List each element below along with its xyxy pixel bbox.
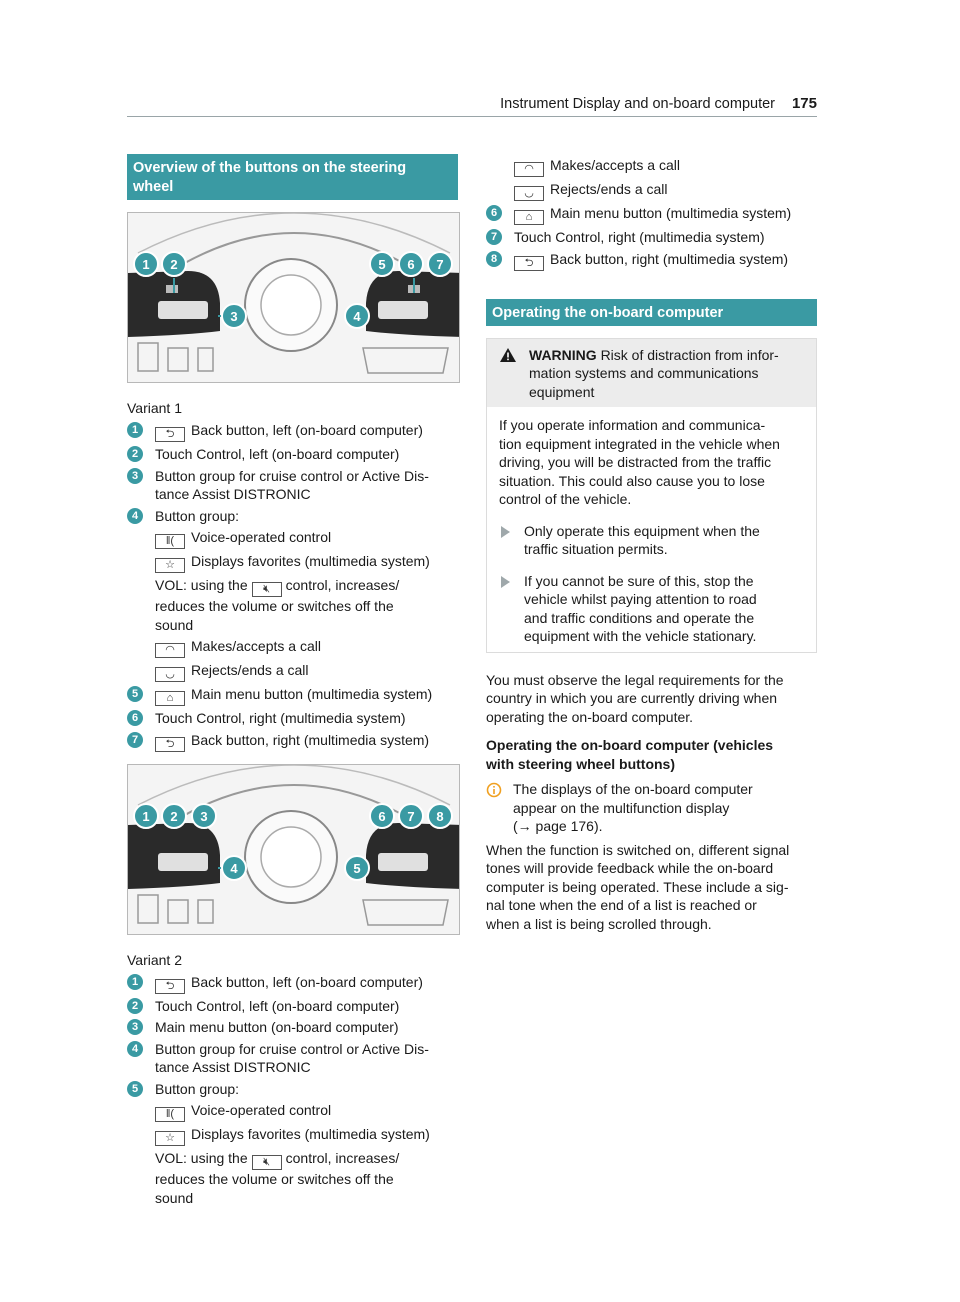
voice-control-icon: ǁ( (155, 1107, 185, 1122)
back-icon: ⮌ (155, 979, 185, 994)
volume-mute-icon: 🔇︎ (252, 1155, 282, 1170)
sub-item: ◠ Makes/accepts a call (127, 637, 458, 658)
svg-text:7: 7 (407, 808, 415, 824)
item-number: 1 (127, 974, 143, 990)
list-item: 5 Button group: (127, 1080, 458, 1099)
warning-label: WARNING (529, 346, 597, 363)
svg-text:3: 3 (200, 808, 208, 824)
left-column (127, 154, 458, 1207)
svg-text:4: 4 (353, 309, 361, 324)
info-icon (486, 782, 502, 798)
list-item: 8 ⮌ Back button, right (multimedia system) (486, 250, 817, 271)
callout-3 (192, 804, 216, 828)
svg-text:2: 2 (170, 808, 178, 824)
svg-text:8: 8 (436, 808, 444, 824)
section-title-overview: Overview of the buttons on the steering wheel (127, 154, 458, 200)
back-icon: ⮌ (514, 256, 544, 271)
svg-text:1: 1 (142, 257, 150, 272)
list-item: 4 Button group: (127, 507, 458, 526)
header-title: Instrument Display and on-board computer (500, 96, 775, 112)
item-number: 7 (486, 229, 502, 245)
variant1-label: Variant 1 (127, 400, 182, 416)
list-item: 2 Touch Control, left (on-board computer) (127, 445, 458, 464)
list-item: 6 ⌂ Main menu button (multimedia system) (486, 204, 817, 225)
sub-item: VOL: using the 🔇︎ control, increases/ reduces the volume or switches off the sound (155, 1150, 400, 1206)
list-item: 5 ⌂ Main menu button (multimedia system) (127, 685, 458, 706)
warning-bullet: If you cannot be sure of this, stop the vehicle whilst paying attention to road and traffic conditions and operate the equipment with the vehicle stationary. (499, 572, 804, 646)
callout-6 (370, 804, 394, 828)
svg-text:5: 5 (378, 257, 386, 272)
callout-5 (345, 856, 369, 880)
callout-5 (370, 252, 394, 276)
page-number: 175 (791, 95, 817, 112)
bullet-arrow-icon (501, 526, 510, 538)
bullet-arrow-icon (501, 576, 510, 588)
list-item: 2 Touch Control, left (on-board computer) (127, 997, 458, 1016)
variant2-label: Variant 2 (127, 951, 182, 968)
list-item: 3 Main menu button (on-board computer) (127, 1018, 458, 1037)
item-number: 6 (127, 710, 143, 726)
warning-body: If you operate information and communica- tion equipment integrated in the vehicle when driving, you will be distracted from the traffic situation. This could also cause you to lose control of the vehicle. Only operate this equipment when the traffic situation permits. If you cannot be sure of this, stop the vehicle whilst paying attention to road and traffic conditions and operate the equipment with the vehicle stationary. (487, 407, 816, 652)
svg-text:2: 2 (170, 257, 178, 272)
svg-text:4: 4 (230, 860, 238, 876)
svg-text:6: 6 (378, 808, 386, 824)
callout-3 (222, 304, 246, 328)
voice-control-icon: ǁ( (155, 534, 185, 549)
warning-bullet: Only operate this equipment when the traffic situation permits. (499, 522, 804, 559)
callout-2 (162, 252, 186, 276)
item-number: 7 (127, 732, 143, 748)
section-title-operating: Operating the on-board computer (486, 299, 817, 326)
item-number: 5 (127, 1081, 143, 1097)
sub-item: VOL: using the 🔇︎ control, increases/ reduces the volume or switches off the sound (155, 577, 400, 633)
steering-wheel-figure-variant1 (127, 212, 460, 383)
page-header (127, 95, 817, 117)
subheading: Operating the on-board computer (vehicles with steering wheel buttons) (486, 737, 774, 772)
item-number: 1 (127, 422, 143, 438)
item-number: 8 (486, 251, 502, 267)
svg-text:1: 1 (142, 808, 150, 824)
item-number: 4 (127, 1041, 143, 1057)
home-icon: ⌂ (514, 210, 544, 225)
volume-mute-icon: 🔇︎ (252, 582, 282, 597)
callout-8 (428, 804, 452, 828)
back-icon: ⮌ (155, 427, 185, 442)
list-item: 4 Button group for cruise control or Active Dis- tance Assist DISTRONIC (127, 1040, 458, 1077)
callout-7 (428, 252, 452, 276)
list-item: 6 Touch Control, right (multimedia system) (127, 709, 458, 728)
sub-item: ǁ( Voice-operated control (127, 528, 458, 549)
svg-text:5: 5 (353, 860, 361, 876)
warning-triangle-icon (499, 347, 517, 363)
warning-box (486, 338, 817, 653)
list-item: 7 Touch Control, right (multimedia system) (486, 228, 817, 247)
item-number: 5 (127, 686, 143, 702)
steering-wheel-figure-variant2 (127, 764, 460, 935)
favorites-star-icon: ☆ (155, 558, 185, 573)
signal-tones-paragraph: When the function is switched on, different signal tones will provide feedback while the on-board computer is being operated. These include a sig- nal tone when the end of a list is reached or when a list is being scrolled through. (486, 841, 790, 932)
right-column (486, 156, 817, 933)
back-icon: ⮌ (155, 737, 185, 752)
svg-text:7: 7 (436, 257, 444, 272)
home-icon: ⌂ (155, 691, 185, 706)
callout-1 (134, 252, 158, 276)
sub-item: ◡ Rejects/ends a call (486, 180, 817, 201)
sub-item: ◠ Makes/accepts a call (486, 156, 817, 177)
svg-text:3: 3 (230, 309, 238, 324)
sub-item: ☆ Displays favorites (multimedia system) (127, 552, 458, 573)
callout-4 (222, 856, 246, 880)
phone-reject-icon: ◡ (155, 667, 185, 682)
callout-4 (345, 304, 369, 328)
favorites-star-icon: ☆ (155, 1131, 185, 1146)
callout-2 (162, 804, 186, 828)
list-item: 7 ⮌ Back button, right (multimedia system) (127, 731, 458, 752)
callout-1 (134, 804, 158, 828)
item-number: 2 (127, 998, 143, 1014)
item-number: 3 (127, 468, 143, 484)
sub-item: ☆ Displays favorites (multimedia system) (127, 1125, 458, 1146)
phone-accept-icon: ◠ (155, 643, 185, 658)
phone-reject-icon: ◡ (514, 186, 544, 201)
callout-7 (399, 804, 423, 828)
item-number: 2 (127, 446, 143, 462)
callout-6 (399, 252, 423, 276)
list-item: 1 ⮌ Back button, left (on-board computer) (127, 973, 458, 994)
warning-header: WARNING Risk of distraction from infor- mation systems and communications equipment (487, 339, 816, 408)
item-number: 3 (127, 1019, 143, 1035)
phone-accept-icon: ◠ (514, 162, 544, 177)
legal-paragraph: You must observe the legal requirements for the country in which you are currently driving when operating the on-board computer. (486, 671, 784, 725)
list-item: 1 ⮌ Back button, left (on-board computer) (127, 421, 458, 442)
svg-text:6: 6 (407, 257, 415, 272)
info-note: The displays of the on-board computer appear on the multifunction display (→ page 176). (486, 780, 817, 836)
sub-item: ǁ( Voice-operated control (127, 1101, 458, 1122)
page-reference-link[interactable]: (→ page 176). (513, 818, 603, 834)
sub-item: ◡ Rejects/ends a call (127, 661, 458, 682)
list-item: 3 Button group for cruise control or Active Dis- tance Assist DISTRONIC (127, 467, 458, 504)
item-number: 6 (486, 205, 502, 221)
item-number: 4 (127, 508, 143, 524)
